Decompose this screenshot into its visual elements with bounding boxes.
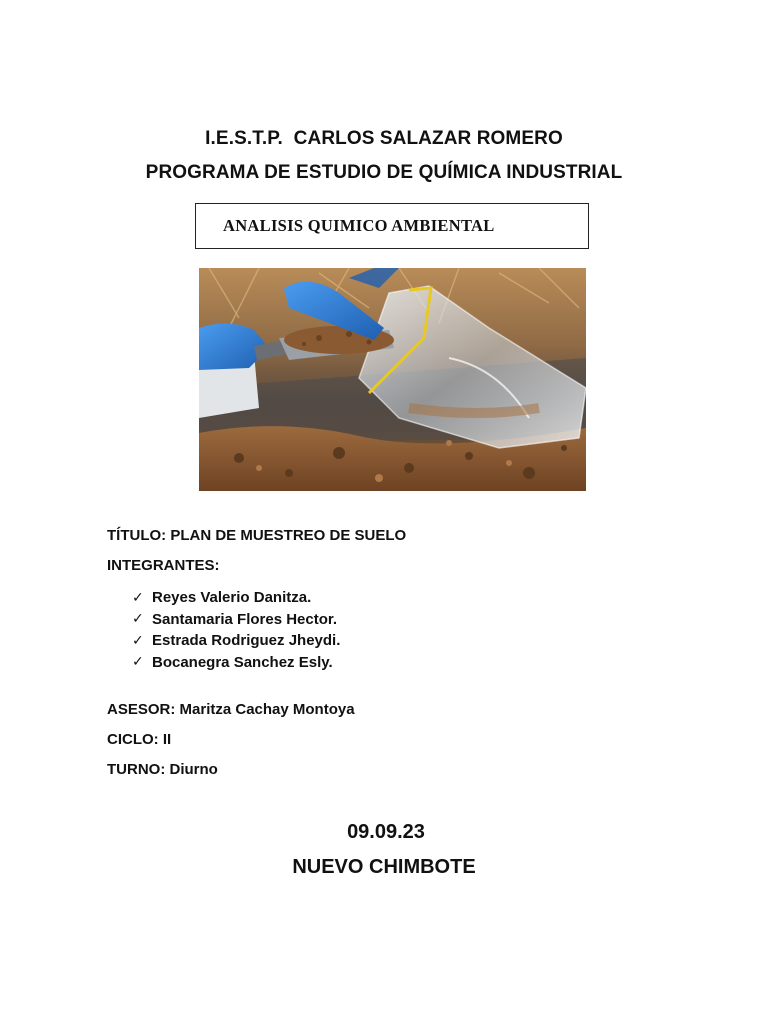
title-value: PLAN DE MUESTREO DE SUELO — [170, 527, 407, 544]
check-icon: ✓ — [132, 632, 144, 649]
members-list — [132, 587, 340, 673]
course-box — [195, 203, 589, 249]
cycle-label: CICLO: — [107, 731, 159, 748]
shift-label: TURNO: — [107, 761, 166, 778]
shift-value: Diurno — [169, 761, 218, 778]
member-name: Bocanegra Sanchez Esly. — [152, 653, 333, 671]
list-item — [132, 609, 340, 631]
document-date: 09.09.23 — [347, 821, 425, 843]
list-item — [132, 587, 340, 609]
document-title-line — [107, 527, 406, 544]
advisor-line — [107, 701, 355, 718]
document-city: NUEVO CHIMBOTE — [292, 856, 476, 878]
member-name: Estrada Rodriguez Jheydi. — [152, 632, 341, 650]
check-icon: ✓ — [132, 589, 144, 606]
check-icon: ✓ — [132, 611, 144, 628]
members-label: INTEGRANTES: — [107, 557, 220, 574]
program-name: PROGRAMA DE ESTUDIO DE QUÍMICA INDUSTRIAL — [145, 162, 623, 183]
list-item — [132, 652, 340, 674]
check-icon: ✓ — [132, 654, 144, 671]
cycle-value: II — [162, 731, 172, 748]
member-name: Santamaria Flores Hector. — [152, 610, 338, 628]
cycle-line — [107, 731, 171, 748]
advisor-value: Maritza Cachay Montoya — [179, 701, 355, 718]
member-name: Reyes Valerio Danitza. — [152, 589, 312, 607]
institution-name: I.E.S.T.P. CARLOS SALAZAR ROMERO — [205, 128, 563, 149]
title-label: TÍTULO: — [107, 527, 167, 544]
list-item — [132, 630, 340, 652]
advisor-label: ASESOR: — [107, 701, 176, 718]
course-title: ANALISIS QUIMICO AMBIENTAL — [223, 216, 495, 235]
shift-line — [107, 761, 218, 778]
cover-photo-soil-sampling — [199, 268, 586, 491]
